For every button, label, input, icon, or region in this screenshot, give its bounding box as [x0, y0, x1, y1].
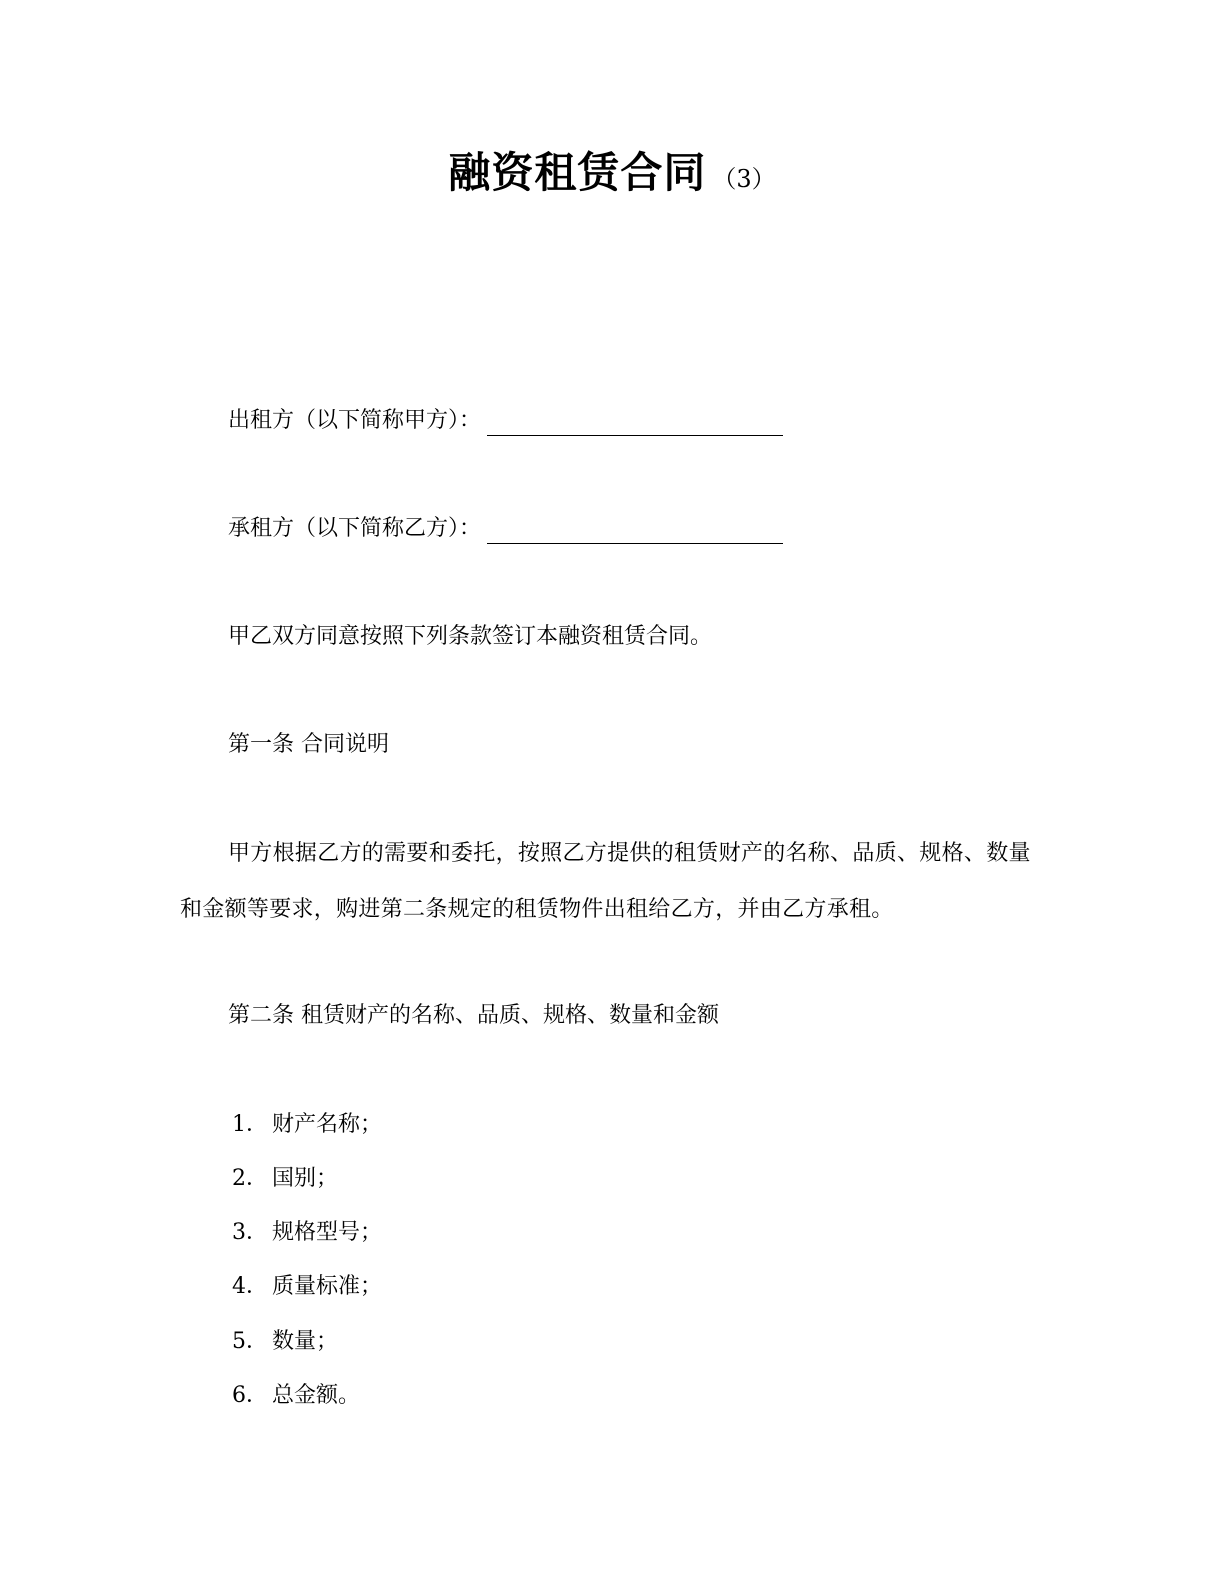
list-item: [232, 1381, 360, 1411]
lessee-blank-field[interactable]: [487, 519, 783, 544]
list-item-text: 财产名称；: [272, 1112, 383, 1137]
list-item-number: 3．: [232, 1220, 268, 1245]
article2-heading: 第二条 租赁财产的名称、品质、规格、数量和金额: [228, 1003, 719, 1028]
list-item-text: 质量标准；: [272, 1274, 383, 1299]
list-item: [232, 1218, 382, 1248]
article1-heading: 第一条 合同说明: [228, 732, 389, 757]
agreement-statement: 甲乙双方同意按照下列条款签订本融资租赁合同。: [228, 624, 713, 649]
lessee-label: 承租方（以下简称乙方）：: [228, 516, 482, 541]
list-item: [232, 1110, 382, 1140]
lessor-line: [228, 406, 783, 436]
list-item: [232, 1272, 382, 1302]
list-item: [232, 1164, 338, 1194]
list-item-number: 6．: [232, 1383, 268, 1408]
lessee-line: [228, 514, 783, 544]
document-title: [0, 140, 1224, 200]
lessor-blank-field[interactable]: [487, 411, 783, 436]
lessor-label: 出租方（以下简称甲方）：: [228, 408, 482, 433]
list-item-text: 数量；: [272, 1329, 339, 1354]
list-item-number: 5．: [232, 1329, 268, 1354]
title-text: 融资租赁合同: [448, 148, 707, 197]
list-item: [232, 1327, 338, 1357]
list-item-number: 4．: [232, 1274, 268, 1299]
list-item-number: 2．: [232, 1166, 268, 1191]
article1-body: 甲方根据乙方的需要和委托，按照乙方提供的租赁财产的名称、品质、规格、数量和金额等要求，购进第二条规定的租赁物件出租给乙方，并由乙方承租。: [180, 841, 1031, 922]
list-item-text: 国别；: [272, 1166, 339, 1191]
list-item-text: 规格型号；: [272, 1220, 383, 1245]
title-suffix: （3）: [712, 165, 776, 193]
list-item-number: 1．: [232, 1112, 268, 1137]
list-item-text: 总金额。: [272, 1383, 361, 1408]
